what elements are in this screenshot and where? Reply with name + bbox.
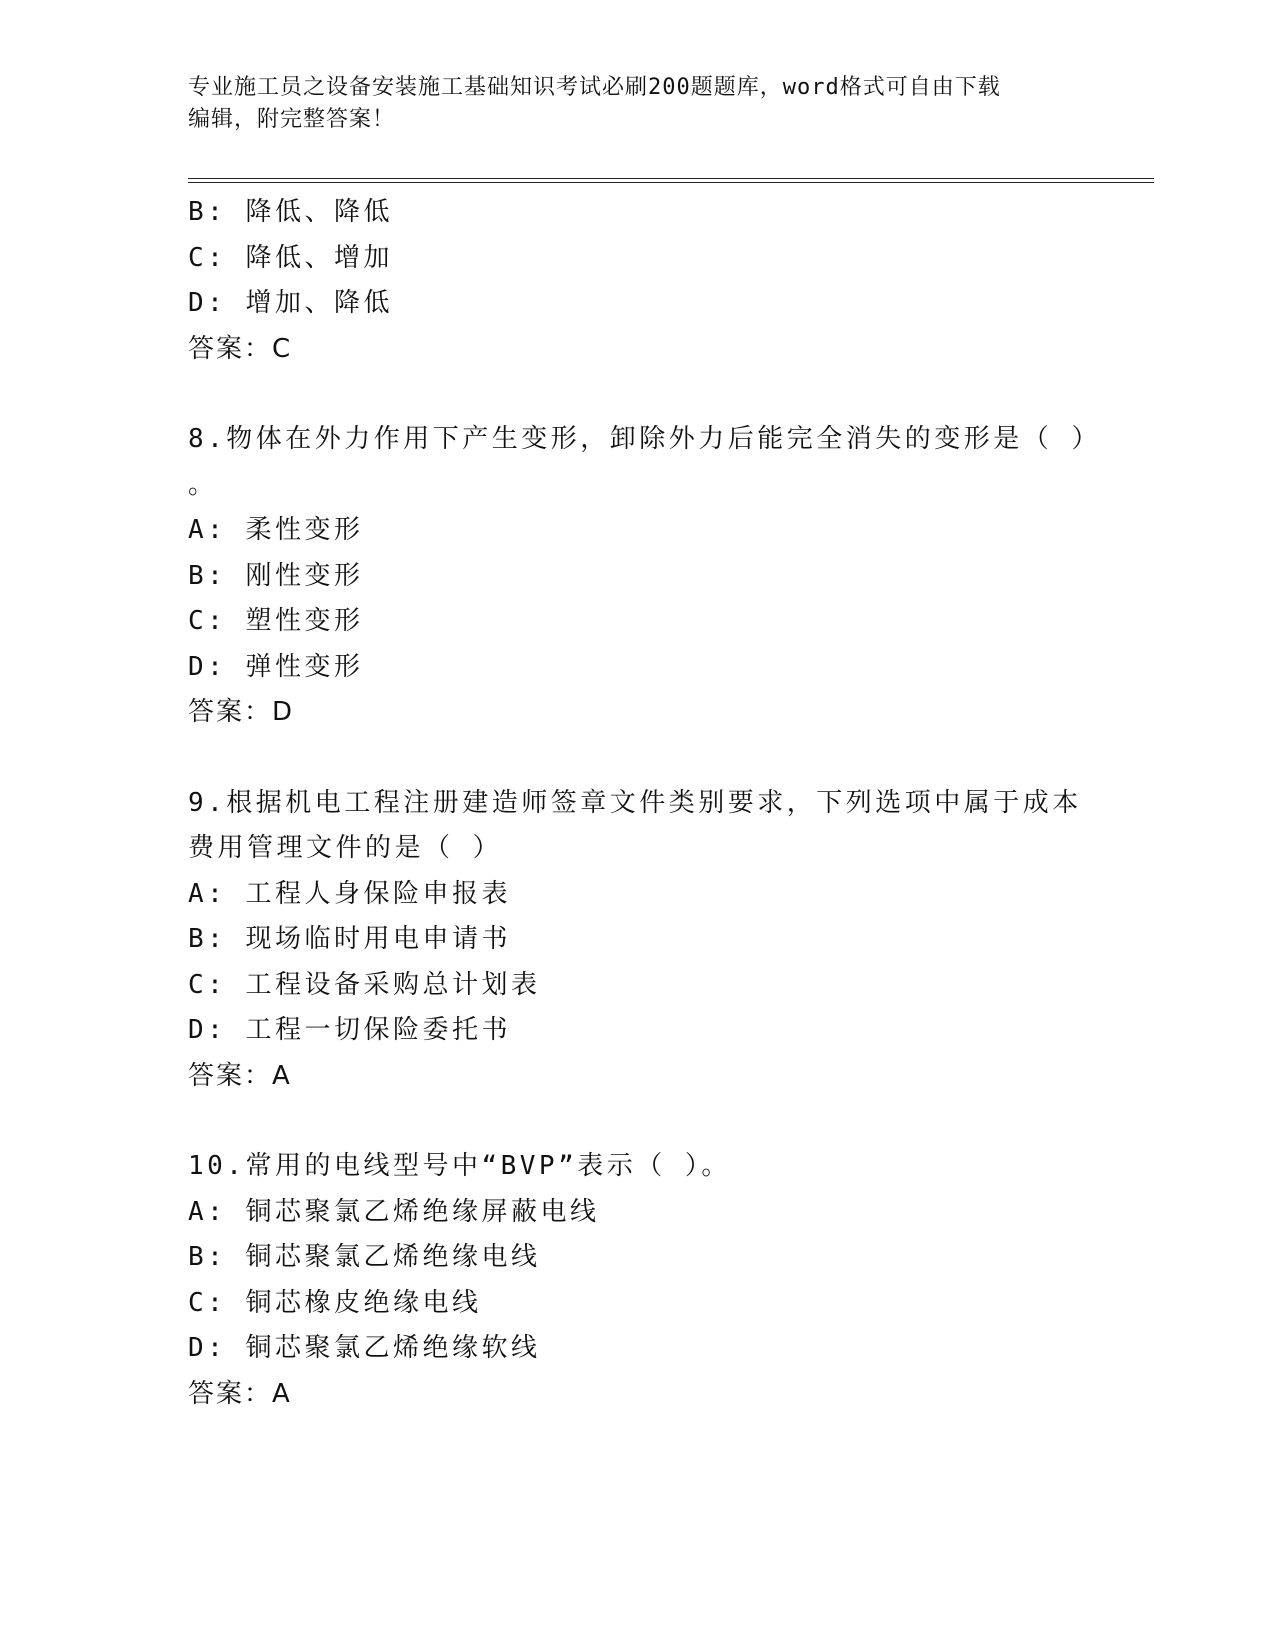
header-divider-bottom xyxy=(188,182,1154,183)
option-a: A: 工程人身保险申报表 xyxy=(188,878,511,909)
question-8 xyxy=(188,417,1101,736)
header-title-line-2: 编辑，附完整答案！ xyxy=(188,107,396,132)
header-divider-top xyxy=(188,178,1154,179)
question-9 xyxy=(188,781,1088,1100)
option-d: D: 工程一切保险委托书 xyxy=(188,1015,511,1045)
question-stem-line-1: 8.物体在外力作用下产生变形，卸除外力后能完全消失的变形是（ ） xyxy=(188,424,1101,454)
spacer xyxy=(188,736,1088,781)
question-10 xyxy=(188,1144,1088,1417)
option-b: B: 刚性变形 xyxy=(188,560,364,591)
option-c: C: 塑性变形 xyxy=(188,606,364,636)
option-d: D: 铜芯聚氯乙烯绝缘软线 xyxy=(188,1333,541,1363)
question-stem-line-1: 10.常用的电线型号中“BVP”表示（ ）。 xyxy=(188,1151,731,1181)
option-c: C: 降低、增加 xyxy=(188,242,393,273)
header-title-line-1: 专业施工员之设备安装施工基础知识考试必刷200题题库，word格式可自由下载 xyxy=(188,75,1001,100)
answer-line: 答案：D xyxy=(188,697,295,727)
answer-line: 答案：C xyxy=(188,333,293,364)
document-header xyxy=(188,72,1088,136)
question-stem-line-1: 9.根据机电工程注册建造师签章文件类别要求，下列选项中属于成本 xyxy=(188,787,1082,818)
option-d: D: 弹性变形 xyxy=(188,651,364,682)
answer-line: 答案：A xyxy=(188,1060,292,1091)
option-b: B: 铜芯聚氯乙烯绝缘电线 xyxy=(188,1242,541,1272)
question-stem-line-2: 。 xyxy=(188,469,218,500)
option-c: C: 工程设备采购总计划表 xyxy=(188,969,541,1000)
option-a: A: 柔性变形 xyxy=(188,515,364,545)
question-stem-line-2: 费用管理文件的是（ ） xyxy=(188,833,503,863)
answer-line: 答案：A xyxy=(188,1378,292,1409)
document-body xyxy=(188,190,1101,1417)
question-7-continued xyxy=(188,190,1088,372)
option-d: D: 增加、降低 xyxy=(188,288,393,318)
option-a: A: 铜芯聚氯乙烯绝缘屏蔽电线 xyxy=(188,1196,600,1227)
option-b: B: 现场临时用电申请书 xyxy=(188,924,511,954)
option-b: B: 降低、降低 xyxy=(188,197,393,227)
spacer xyxy=(188,372,1088,417)
spacer xyxy=(188,1099,1088,1144)
option-c: C: 铜芯橡皮绝缘电线 xyxy=(188,1287,482,1318)
